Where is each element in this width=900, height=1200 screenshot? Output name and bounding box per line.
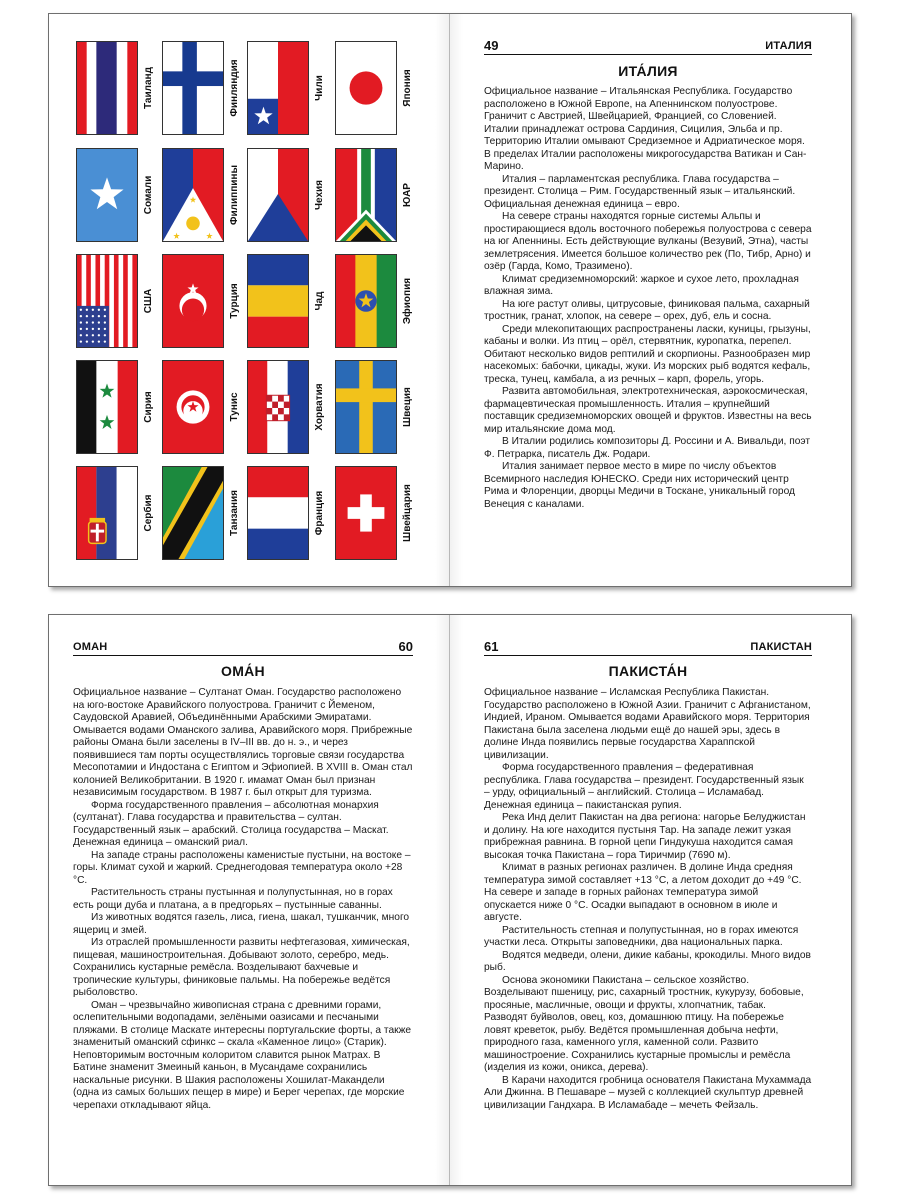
finland-flag-icon: [162, 41, 224, 135]
bottom-book-spread: [48, 614, 852, 1186]
sweden-flag-icon: [335, 360, 397, 454]
page-header: [484, 36, 812, 55]
running-head: ИТАЛИЯ: [765, 40, 812, 52]
flag-country-name: Чили: [314, 75, 325, 101]
usa-flag-icon: [76, 254, 138, 348]
page-title: ИТА́ЛИЯ: [618, 63, 678, 79]
page-number: 60: [398, 639, 413, 654]
paragraph: Форма государственного правления – федеративная республика. Глава государства – президент. Государственный язык – урду, официальный – английский. Столица – Исламабад. Денежная единица – пакистанская рупия.: [484, 762, 804, 811]
flag-country-name: Сирия: [143, 391, 154, 423]
flag-country-name: Чад: [314, 291, 325, 311]
running-head: ПАКИСТАН: [750, 641, 812, 653]
flag-card: [335, 41, 421, 137]
flag-card: [162, 41, 248, 137]
flag-card: [76, 148, 162, 244]
flag-card: [335, 466, 421, 562]
flags-page: [49, 14, 449, 586]
paragraph: Италия занимает первое место в мире по числу объектов Всемирного наследия ЮНЕСКО. Среди них исторический центр Рима и Флоренции, дворцы Медичи в Тоскане, уникальный город Венеция с каналами.: [484, 461, 795, 510]
paragraph: В Италии родились композиторы Д. Россини и А. Вивальди, поэт Ф. Петрарка, писатель Дж. Родари.: [484, 436, 811, 460]
flag-country-name: Тунис: [229, 392, 240, 422]
paragraph: На севере страны находятся горные системы Альпы и простирающиеся вдоль восточного побережья полуострова с севера на юг Апеннины. Есть действующие вулканы (Везувий, Этна), часты землетрясения. Имеется большое количество рек (По, Тибр, Арно) и озёр (Гарда, Комо, Тразимено).: [484, 211, 812, 272]
flag-country-name: Хорватия: [314, 383, 325, 431]
flag-country-name: Танзания: [229, 490, 240, 536]
paragraph: Растительность страны пустынная и полупустынная, но в горах есть рощи дуба и платана, а в предгорьях – пустынные саванны.: [73, 887, 393, 911]
south-africa-flag-icon: [335, 148, 397, 242]
paragraph: Официальное название – Султанат Оман. Государство расположено на юго-востоке Аравийского полуострова. Граничит с Йеменом, Саудовской Аравией, Объединёнными Арабскими Эмиратами. Омывается водами Оманского залива, Аравийского моря. Прибрежные районы Омана были заселены в IV–III вв. до н. э., и через появившиеся там порты осуществлялись торговые связи государства Месопотамии и Индостана с Египтом и Эфиопией. В XVIII в. Оман стал колонией Великобритании. В 1920 г. имамат Оман был признан независимым государством. В 1987 г. был открыт для туризма.: [73, 687, 413, 798]
paragraph: Река Инд делит Пакистан на два региона: нагорье Белуджистан и долину. На юге находится пустыня Тар. На западе лежит узкая прибрежная равнина. В горной цепи Гиндукуша находится самая высокая точка Пакистана – гора Тиричмир (7690 м).: [484, 812, 806, 861]
paragraph: Оман – чрезвычайно живописная страна с древними горами, ослепительными водопадами, зелёными оазисами и песчаными пляжами. В столице Маскате интересны португальские форты, а также знаменитый оманский сфинкс – скала «Каменное лицо» (Старик). Неповторимым восточным колоритом славится рынок Матрах. В Батине знаменит Змеиный каньон, в Мусандаме сохранились наскальные рисунки. В Шакия расположены Хошилат-Макандели (одна из самых больших пещер в мире) и Берег черепах, где морские черепахи откладывают яйца.: [73, 999, 412, 1111]
chad-flag-icon: [247, 254, 309, 348]
thailand-flag-icon: [76, 41, 138, 135]
flag-card: [162, 466, 248, 562]
tanzania-flag-icon: [162, 466, 224, 560]
flag-card: [247, 148, 333, 244]
flag-country-name: Швейцария: [402, 484, 413, 542]
flag-country-name: Япония: [402, 69, 413, 107]
page-title: ОМА́Н: [221, 663, 265, 679]
paragraph: Основа экономики Пакистана – сельское хозяйство. Возделывают пшеницу, рис, сахарный тростник, кукурузу, бобовые, просяные, масличные, овощи и фрукты, хлопчатник, табак. Разводят буйволов, овец, коз, домашнюю птицу. На побережье ловят креветок, рыбу. Ведётся промышленная добыча нефти, природного газа, каменного угля, каменной соли. Развито машиностроение. Сохранились кустарные промыслы и ремёсла (изделия из кожи, оникса, дерева).: [484, 974, 804, 1073]
flag-country-name: Таиланд: [143, 67, 154, 109]
turkey-flag-icon: [162, 254, 224, 348]
paragraph: Водятся медведи, олени, дикие кабаны, крокодилы. Много видов рыб.: [484, 949, 811, 973]
flag-card: [76, 466, 162, 562]
flag-card: [162, 148, 248, 244]
ethiopia-flag-icon: [335, 254, 397, 348]
flag-country-name: Филиппины: [229, 165, 240, 225]
flag-country-name: Чехия: [314, 180, 325, 210]
flag-card: [247, 254, 333, 350]
chile-flag-icon: [247, 41, 309, 135]
page-number: 49: [484, 38, 499, 53]
syria-flag-icon: [76, 360, 138, 454]
flag-card: [335, 254, 421, 350]
paragraph: Официальное название – Итальянская Республика. Государство расположено в Южной Европе, на Апеннинском полуострове. Граничит с Австрией, Швейцарией, Францией, со Словенией. Италии принадлежат острова Сардиния, Сицилия, Эльба и пр. Территорию Италии омывают Средиземное и Адриатическое моря. В пределах Италии расположены микрогосударства Ватикан и Сан-Марино.: [484, 86, 807, 172]
page-header: [484, 637, 812, 656]
czechia-flag-icon: [247, 148, 309, 242]
page-number: 61: [484, 639, 499, 654]
paragraph: Растительность степная и полупустынная, но в горах имеются участки леса. Открыты заповедники, два национальных парка.: [484, 924, 799, 948]
paragraph: Климат средиземноморский: жаркое и сухое лето, прохладная влажная зима.: [484, 273, 799, 297]
somalia-flag-icon: [76, 148, 138, 242]
paragraph: На юге растут оливы, цитрусовые, финиковая пальма, сахарный тростник, гранат, хлопок, на севере – орех, дуб, ель и сосна.: [484, 298, 810, 322]
flag-card: [335, 148, 421, 244]
flag-country-name: США: [143, 288, 154, 314]
flag-country-name: Швеция: [402, 387, 413, 427]
italy-page: [484, 14, 812, 586]
running-head: ОМАН: [73, 641, 108, 653]
paragraph: Форма государственного правления – абсолютная монархия (султанат). Глава государства и правительства – султан. Государственный язык – арабский. Столица государства – Маскат. Денежная единица – оманский риал.: [73, 799, 389, 848]
flag-country-name: Турция: [229, 283, 240, 319]
switzerland-flag-icon: [335, 466, 397, 560]
flag-card: [76, 41, 162, 137]
paragraph: Италия – парламентская республика. Глава государства – президент. Столица – Рим. Государственный язык – итальянский. Официальная денежная единица – евро.: [484, 173, 796, 210]
paragraph: На западе страны расположены каменистые пустыни, на востоке – горы. Климат сухой и жаркий. Среднегодовая температура около +28 °С.: [73, 849, 411, 886]
pakistan-page: [484, 615, 812, 1185]
philippines-flag-icon: [162, 148, 224, 242]
article-body: [73, 687, 413, 1112]
flag-country-name: ЮАР: [402, 183, 413, 207]
flag-card: [247, 360, 333, 456]
croatia-flag-icon: [247, 360, 309, 454]
page-title: ПАКИСТА́Н: [608, 663, 688, 679]
flag-card: [162, 254, 248, 350]
article-body: [484, 86, 812, 511]
page-gutter: [449, 14, 450, 586]
flag-card: [247, 41, 333, 137]
paragraph: Климат в разных регионах различен. В долине Инда средняя температура зимой составляет +13 °С, а летом доходит до +49 °С. На севере и западе в горных районах температура зимой опускается ниже 0 °С. Осадки выпадают в основном в июле и августе.: [484, 862, 802, 923]
flag-country-name: Сомали: [143, 175, 154, 215]
flag-country-name: Финляндия: [229, 59, 240, 117]
paragraph: В Карачи находится гробница основателя Пакистана Мухаммада Али Джинна. В Пешаваре – музей с коллекцией скульптур древней цивилизации Гандхара. В Исламабаде – мечеть Фейзаль.: [484, 1074, 812, 1111]
serbia-flag-icon: [76, 466, 138, 560]
paragraph: Из животных водятся газель, лиса, гиена, шакал, тушканчик, много ящериц и змей.: [73, 912, 410, 936]
article-body: [484, 687, 812, 1112]
flag-card: [335, 360, 421, 456]
flag-card: [76, 360, 162, 456]
paragraph: Официальное название – Исламская Республика Пакистан. Государство расположено в Южной Азии. Граничит с Афганистаном, Индией, Ираном. Омывается водами Аравийского моря. Территория Пакистана была заселена людьми ещё до нашей эры, здесь в долине Инда появились первые государства Хараппской цивилизации.: [484, 687, 811, 761]
flag-country-name: Франция: [314, 490, 325, 536]
page-gutter: [449, 615, 450, 1185]
paragraph: Из отраслей промышленности развиты нефтегазовая, химическая, пищевая, машиностроительная. Добывают золото, серебро, медь. Сохранились кустарные ремёсла. Возделывают бахчевые и тропические культуры, финиковые пальмы. На побережье ведётся рыболовство.: [73, 937, 410, 998]
paragraph: Развита автомобильная, электротехническая, аэрокосмическая, фармацевтическая промышленность. Италия – крупнейший поставщик средиземноморских овощей и фруктов. Известны на весь мир итальянские дома мод.: [484, 386, 812, 435]
page-header: [73, 637, 413, 656]
oman-page: [73, 615, 413, 1185]
france-flag-icon: [247, 466, 309, 560]
flag-country-name: Сербия: [143, 494, 154, 532]
top-book-spread: [48, 13, 852, 587]
paragraph: Среди млекопитающих распространены ласки, куницы, грызуны, кабаны и волки. Из птиц – орёл, стервятник, куропатка, перепел. Обитают несколько видов рептилий и скорпионы. Разнообразен мир насекомых: бабочки, цикады, жуки. Из морских рыб водятся кефаль, треска, тунец, камбала, а из речных – карп, форель, угорь.: [484, 323, 811, 385]
tunisia-flag-icon: [162, 360, 224, 454]
flag-country-name: Эфиопия: [402, 277, 413, 325]
flag-card: [76, 254, 162, 350]
flag-card: [247, 466, 333, 562]
flag-card: [162, 360, 248, 456]
japan-flag-icon: [335, 41, 397, 135]
